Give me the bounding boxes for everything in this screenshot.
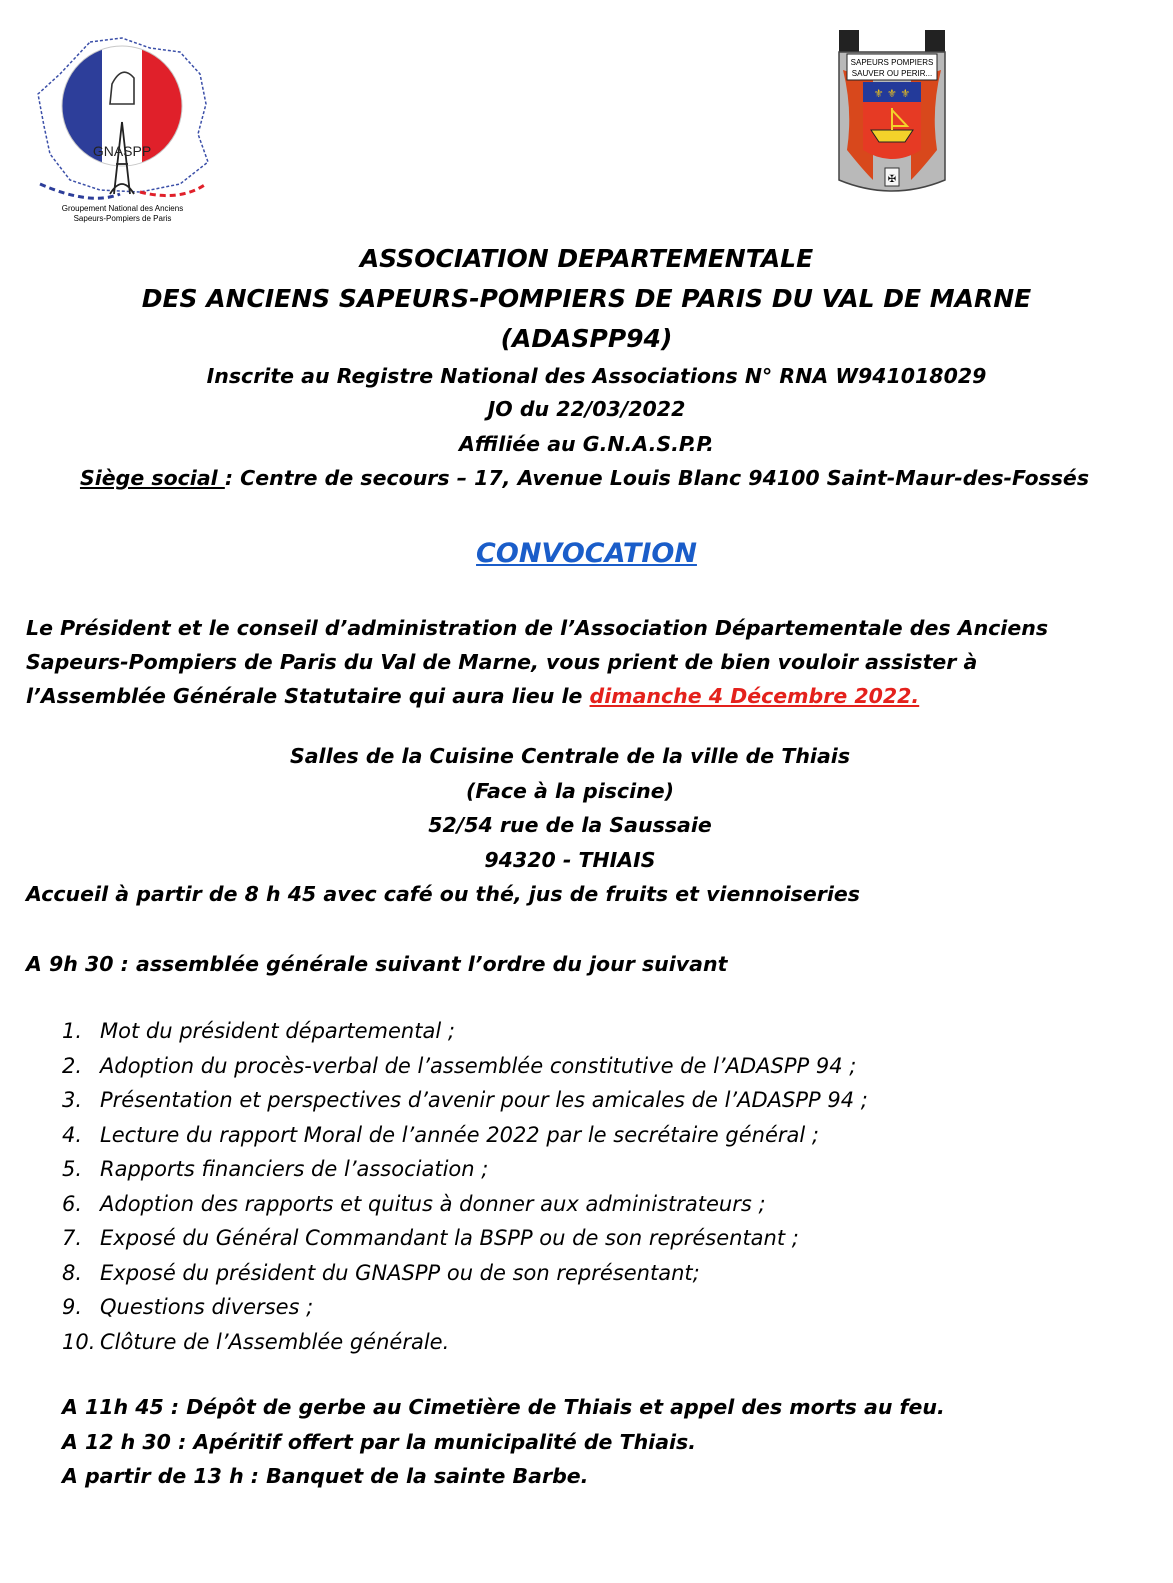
agenda-item: [62, 1049, 868, 1084]
venue-line4: 94320 - THIAIS: [484, 848, 656, 872]
venue-line2: (Face à la piscine): [466, 779, 674, 803]
agenda-item-number: 6.: [62, 1191, 83, 1216]
page-title: CONVOCATION: [476, 538, 697, 569]
intro-line3: [26, 679, 1116, 713]
header-line2: DES ANCIENS SAPEURS-POMPIERS DE PARIS DU VAL DE MARNE: [141, 284, 1032, 313]
intro-line2: Sapeurs-Pompiers de Paris du Val de Marne, vous prient de bien vouloir assister à: [26, 650, 978, 674]
header-line3: (ADASPP94): [500, 324, 673, 353]
agenda-item: [62, 1325, 868, 1360]
registry-line: Inscrite au Registre National des Associations N° RNA W941018029: [206, 364, 987, 388]
venue-line3: 52/54 rue de la Saussaie: [428, 813, 712, 837]
agenda-item-number: 1.: [62, 1019, 83, 1043]
agenda-list: [62, 1014, 868, 1359]
agenda-item-text: Lecture du rapport Moral de l’année 2022 par le secrétaire général ;: [100, 1122, 819, 1147]
agenda-item: [62, 1290, 868, 1325]
intro-paragraph: [26, 611, 1116, 713]
schedule-item-banquet: A partir de 13 h : Banquet de la sainte Barbe.: [62, 1464, 589, 1488]
svg-text:SAUVER OU PERIR...: SAUVER OU PERIR...: [851, 69, 933, 78]
agenda-item-number: 7.: [62, 1226, 83, 1250]
agenda-item-number: 5.: [62, 1157, 83, 1181]
affiliation-line: Affiliée au G.N.A.S.P.P.: [459, 432, 714, 456]
agenda-item-number: 2.: [62, 1053, 83, 1078]
agenda-item-number: 8.: [62, 1260, 83, 1285]
agenda-item: [62, 1187, 868, 1222]
gnaspp-logo: [30, 34, 215, 229]
agenda-item: [62, 1083, 868, 1118]
schedule-item-aperitif: A 12 h 30 : Apéritif offert par la municipalité de Thiais.: [62, 1430, 697, 1454]
svg-text:✠: ✠: [887, 174, 897, 185]
agenda-item-text: Exposé du Général Commandant la BSPP ou de son représentant ;: [100, 1226, 799, 1250]
agenda-item: [62, 1221, 868, 1256]
agenda-item-text: Questions diverses ;: [100, 1295, 314, 1319]
header-line1: ASSOCIATION DEPARTEMENTALE: [359, 244, 814, 273]
agenda-intro: A 9h 30 : assemblée générale suivant l’ordre du jour suivant: [26, 952, 728, 976]
agenda-item-text: Adoption des rapports et quitus à donner aux administrateurs ;: [100, 1191, 766, 1216]
siege-address: : Centre de secours – 17, Avenue Louis Blanc 94100 Saint-Maur-des-Fossés: [224, 466, 1090, 490]
bspp-crest: [833, 30, 951, 198]
svg-text:⚜ ⚜ ⚜: ⚜ ⚜ ⚜: [873, 87, 911, 100]
gnaspp-emblem-icon: [30, 34, 215, 206]
welcome-line: Accueil à partir de 8 h 45 avec café ou thé, jus de fruits et viennoiseries: [26, 882, 861, 906]
gnaspp-caption-line1: Groupement National des Anciens: [61, 204, 184, 213]
agenda-item-number: 3.: [62, 1088, 83, 1112]
svg-text:GNASPP: GNASPP: [92, 143, 152, 159]
agenda-item-text: Rapports financiers de l’association ;: [100, 1157, 489, 1181]
agenda-item: [62, 1014, 868, 1049]
agenda-item-number: 4.: [62, 1122, 83, 1147]
siege-line: [0, 466, 1171, 490]
agenda-item-text: Mot du président départemental ;: [100, 1019, 455, 1043]
intro-line3-prefix: l’Assemblée Générale Statutaire qui aura lieu le: [26, 684, 590, 708]
meeting-date: dimanche 4 Décembre 2022.: [589, 684, 920, 708]
agenda-item-number: 9.: [62, 1295, 83, 1319]
siege-label: Siège social: [79, 466, 225, 490]
venue-line1: Salles de la Cuisine Centrale de la ville de Thiais: [289, 744, 851, 768]
bspp-shield-icon: [833, 30, 951, 198]
agenda-item-text: Exposé du président du GNASPP ou de son représentant;: [100, 1260, 700, 1285]
agenda-item-number: 10.: [62, 1329, 96, 1354]
agenda-item-text: Adoption du procès-verbal de l’assemblée constitutive de l’ADASPP 94 ;: [100, 1053, 857, 1078]
intro-line1: Le Président et le conseil d’administration de l’Association Départementale des Anciens: [26, 616, 1049, 640]
gnaspp-caption-line2: Sapeurs-Pompiers de Paris: [73, 214, 172, 223]
schedule-item-wreath: A 11h 45 : Dépôt de gerbe au Cimetière de Thiais et appel des morts au feu.: [62, 1395, 945, 1419]
agenda-item-text: Clôture de l’Assemblée générale.: [100, 1329, 450, 1354]
agenda-item-text: Présentation et perspectives d’avenir pour les amicales de l’ADASPP 94 ;: [100, 1088, 868, 1112]
svg-text:SAPEURS POMPIERS: SAPEURS POMPIERS: [850, 58, 934, 67]
agenda-item: [62, 1256, 868, 1291]
agenda-item: [62, 1152, 868, 1187]
agenda-item: [62, 1118, 868, 1153]
jo-line: JO du 22/03/2022: [487, 397, 686, 421]
